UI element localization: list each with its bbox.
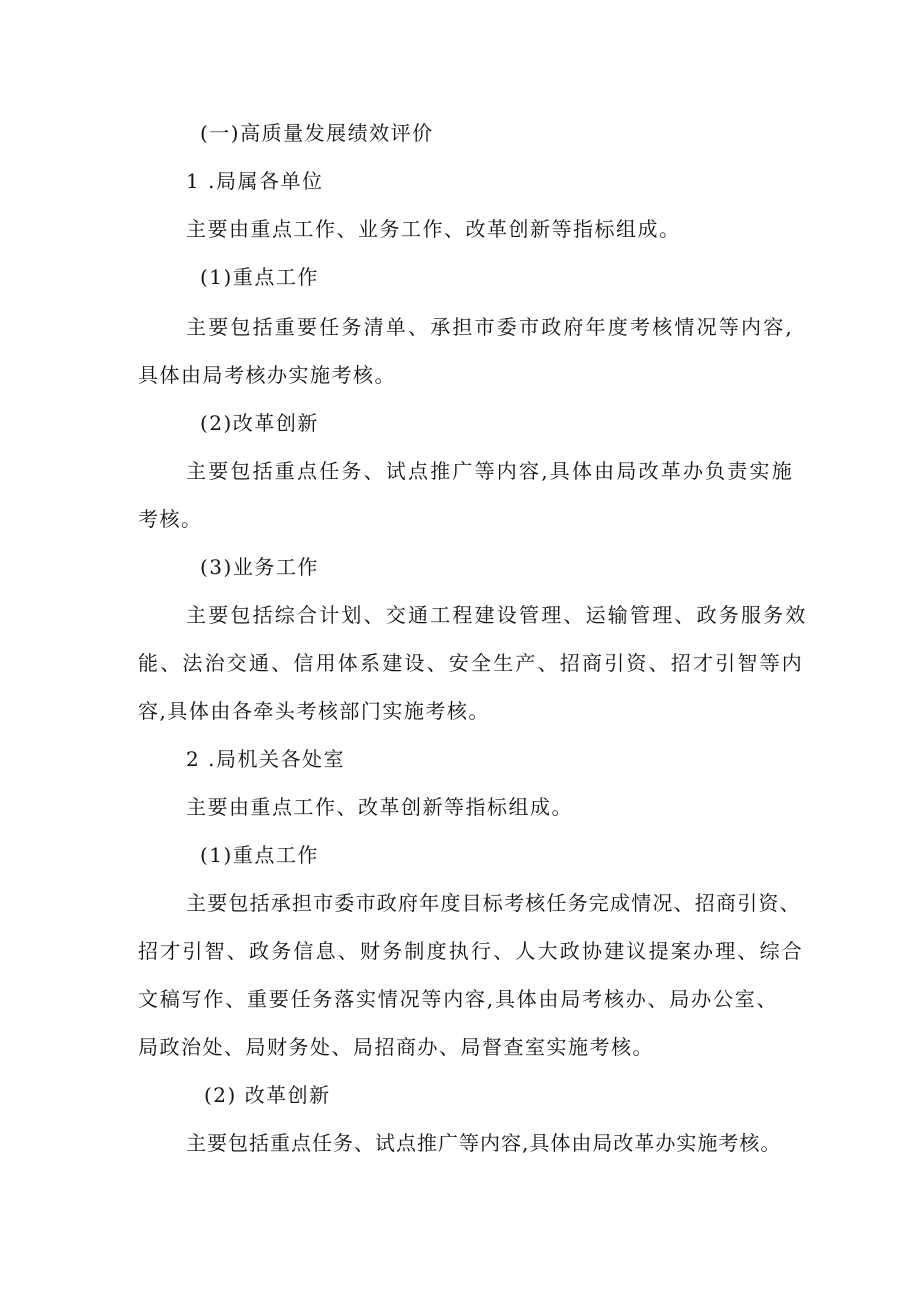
part1-item2-heading: (2)改革创新 xyxy=(200,411,319,435)
part1-item1-line1: 主要包括重要任务清单、承担市委市政府年度考核情况等内容, xyxy=(186,315,794,339)
part2-item1-heading: (1)重点工作 xyxy=(200,843,319,867)
part1-item2-line2: 考核。 xyxy=(138,507,203,531)
part1-item3-line3: 容,具体由各牵头考核部门实施考核。 xyxy=(138,699,490,723)
part2-item1-line3: 文稿写作、重要任务落实情况等内容,具体由局考核办、局办公室、 xyxy=(138,987,779,1011)
part2-item1-line2: 招才引智、政务信息、财务制度执行、人大政协建议提案办理、综合 xyxy=(138,939,804,963)
part1-item1-heading: (1)重点工作 xyxy=(200,265,319,289)
part1-item2-line1: 主要包括重点任务、试点推广等内容,具体由局改革办负责实施 xyxy=(186,459,794,483)
part1-item3-line2: 能、法治交通、信用体系建设、安全生产、招商引资、招才引智等内 xyxy=(138,651,804,675)
part1-item3-heading: (3)业务工作 xyxy=(200,555,319,579)
part2-item2-heading: (2) 改革创新 xyxy=(204,1083,331,1107)
part1-item3-line1: 主要包括综合计划、交通工程建设管理、运输管理、政务服务效 xyxy=(186,603,808,627)
part2-item1-line1: 主要包括承担市委市政府年度目标考核任务完成情况、招商引资、 xyxy=(186,891,801,915)
part2-heading: 2 .局机关各处室 xyxy=(186,747,345,771)
part1-intro: 主要由重点工作、业务工作、改革创新等指标组成。 xyxy=(186,217,681,241)
part1-item1-line2: 具体由局考核办实施考核。 xyxy=(138,363,396,387)
part1-heading: 1 .局属各单位 xyxy=(186,169,324,193)
part2-intro: 主要由重点工作、改革创新等指标组成。 xyxy=(186,795,573,819)
part2-item2-line1: 主要包括重点任务、试点推广等内容,具体由局改革办实施考核。 xyxy=(186,1131,782,1155)
section-heading: (一)高质量发展绩效评价 xyxy=(200,121,434,145)
part2-item1-line4: 局政治处、局财务处、局招商办、局督查室实施考核。 xyxy=(138,1035,654,1059)
